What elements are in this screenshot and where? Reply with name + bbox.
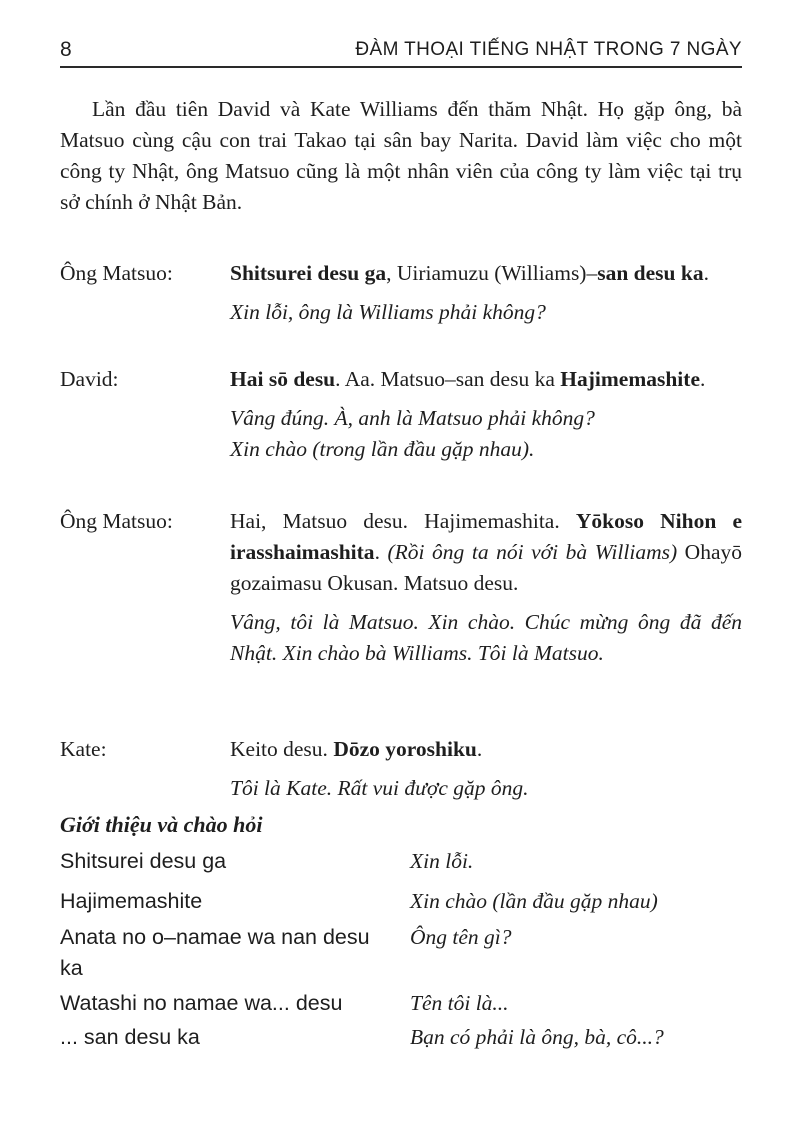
- japanese-text: .: [374, 540, 388, 564]
- japanese-text: , Uiriamuzu (Williams)–: [386, 261, 598, 285]
- japanese-line: [230, 258, 742, 289]
- vocabulary-meaning: Xin chào (lần đầu gặp nhau): [410, 889, 658, 913]
- vocabulary-term: ... san desu ka: [60, 1025, 200, 1049]
- vocabulary-row: [60, 886, 742, 922]
- vietnamese-translation: Xin lỗi, ông là Williams phải không?: [230, 300, 546, 324]
- speaker-label: Ông Matsuo:: [60, 509, 173, 533]
- vocabulary-meaning: Ông tên gì?: [410, 925, 512, 949]
- vietnamese-translation: Xin chào (trong lần đầu gặp nhau).: [230, 437, 535, 461]
- page-header: [60, 34, 742, 68]
- vocabulary-meaning: Xin lỗi.: [410, 849, 474, 873]
- vocabulary-row: [60, 922, 742, 988]
- japanese-line: [230, 364, 742, 395]
- speaker-label: Ông Matsuo:: [60, 261, 173, 285]
- vocabulary-term: Anata no o–namae wa nan desu ka: [60, 925, 370, 980]
- japanese-text: Ohayō gozaimasu Okusan. Matsuo desu.: [230, 540, 743, 595]
- japanese-text: Hai, Matsuo desu. Hajimemashita.: [230, 509, 576, 533]
- key-phrase: Shitsurei desu ga: [230, 261, 387, 285]
- key-phrase: Hajimemashite: [560, 367, 700, 391]
- stage-direction: (Rồi ông ta nói với bà Williams): [387, 540, 678, 564]
- speaker-label: David:: [60, 367, 119, 391]
- japanese-text: . Aa. Matsuo–san desu ka: [335, 367, 561, 391]
- vocabulary-row: [60, 988, 742, 1022]
- speaker-label: Kate:: [60, 737, 107, 761]
- vietnamese-translation: Vâng, tôi là Matsuo. Xin chào. Chúc mừng ông đã đến Nhật. Xin chào bà Williams. Tôi là Matsuo.: [230, 610, 742, 665]
- section-title: Giới thiệu và chào hỏi: [60, 812, 263, 837]
- vocabulary-list: [60, 846, 742, 1056]
- vocabulary-meaning: Tên tôi là...: [410, 991, 509, 1015]
- japanese-text: .: [699, 367, 706, 391]
- japanese-line: [230, 506, 742, 599]
- japanese-text: .: [703, 261, 709, 285]
- key-phrase: Yōkoso Nihon e irasshaimashita: [230, 509, 743, 564]
- running-title: ĐÀM THOẠI TIẾNG NHẬT TRONG 7 NGÀY: [355, 39, 742, 60]
- speech-block: [230, 734, 742, 804]
- japanese-line: [230, 734, 742, 765]
- vietnamese-translation: Tôi là Kate. Rất vui được gặp ông.: [230, 776, 529, 800]
- vocabulary-row: [60, 1022, 742, 1056]
- speech-block: [230, 506, 742, 669]
- vocabulary-term: Watashi no namae wa... desu: [60, 991, 343, 1015]
- speech-block: [230, 364, 742, 465]
- vocabulary-term: Shitsurei desu ga: [60, 849, 227, 873]
- page-number: 8: [60, 38, 72, 61]
- japanese-text: Keito desu.: [230, 737, 334, 761]
- vocabulary-row: [60, 846, 742, 886]
- japanese-text: .: [476, 737, 483, 761]
- vietnamese-translation: Vâng đúng. À, anh là Matsuo phải không?: [230, 406, 595, 430]
- key-phrase: Dōzo yoroshiku: [333, 737, 477, 761]
- key-phrase: san desu ka: [597, 261, 704, 285]
- speech-block: [230, 258, 742, 328]
- intro-paragraph: Lần đầu tiên David và Kate Williams đến thăm Nhật. Họ gặp ông, bà Matsuo cùng cậu con trai Takao tại sân bay Narita. David làm việc cho một công ty Nhật, ông Matsuo cũng là một nhân viên của công ty làm việc tại trụ sở chính ở Nhật Bản.: [60, 97, 742, 214]
- vocabulary-meaning: Bạn có phải là ông, bà, cô...?: [410, 1025, 664, 1049]
- key-phrase: Hai sō desu: [230, 367, 336, 391]
- vocabulary-term: Hajimemashite: [60, 889, 203, 913]
